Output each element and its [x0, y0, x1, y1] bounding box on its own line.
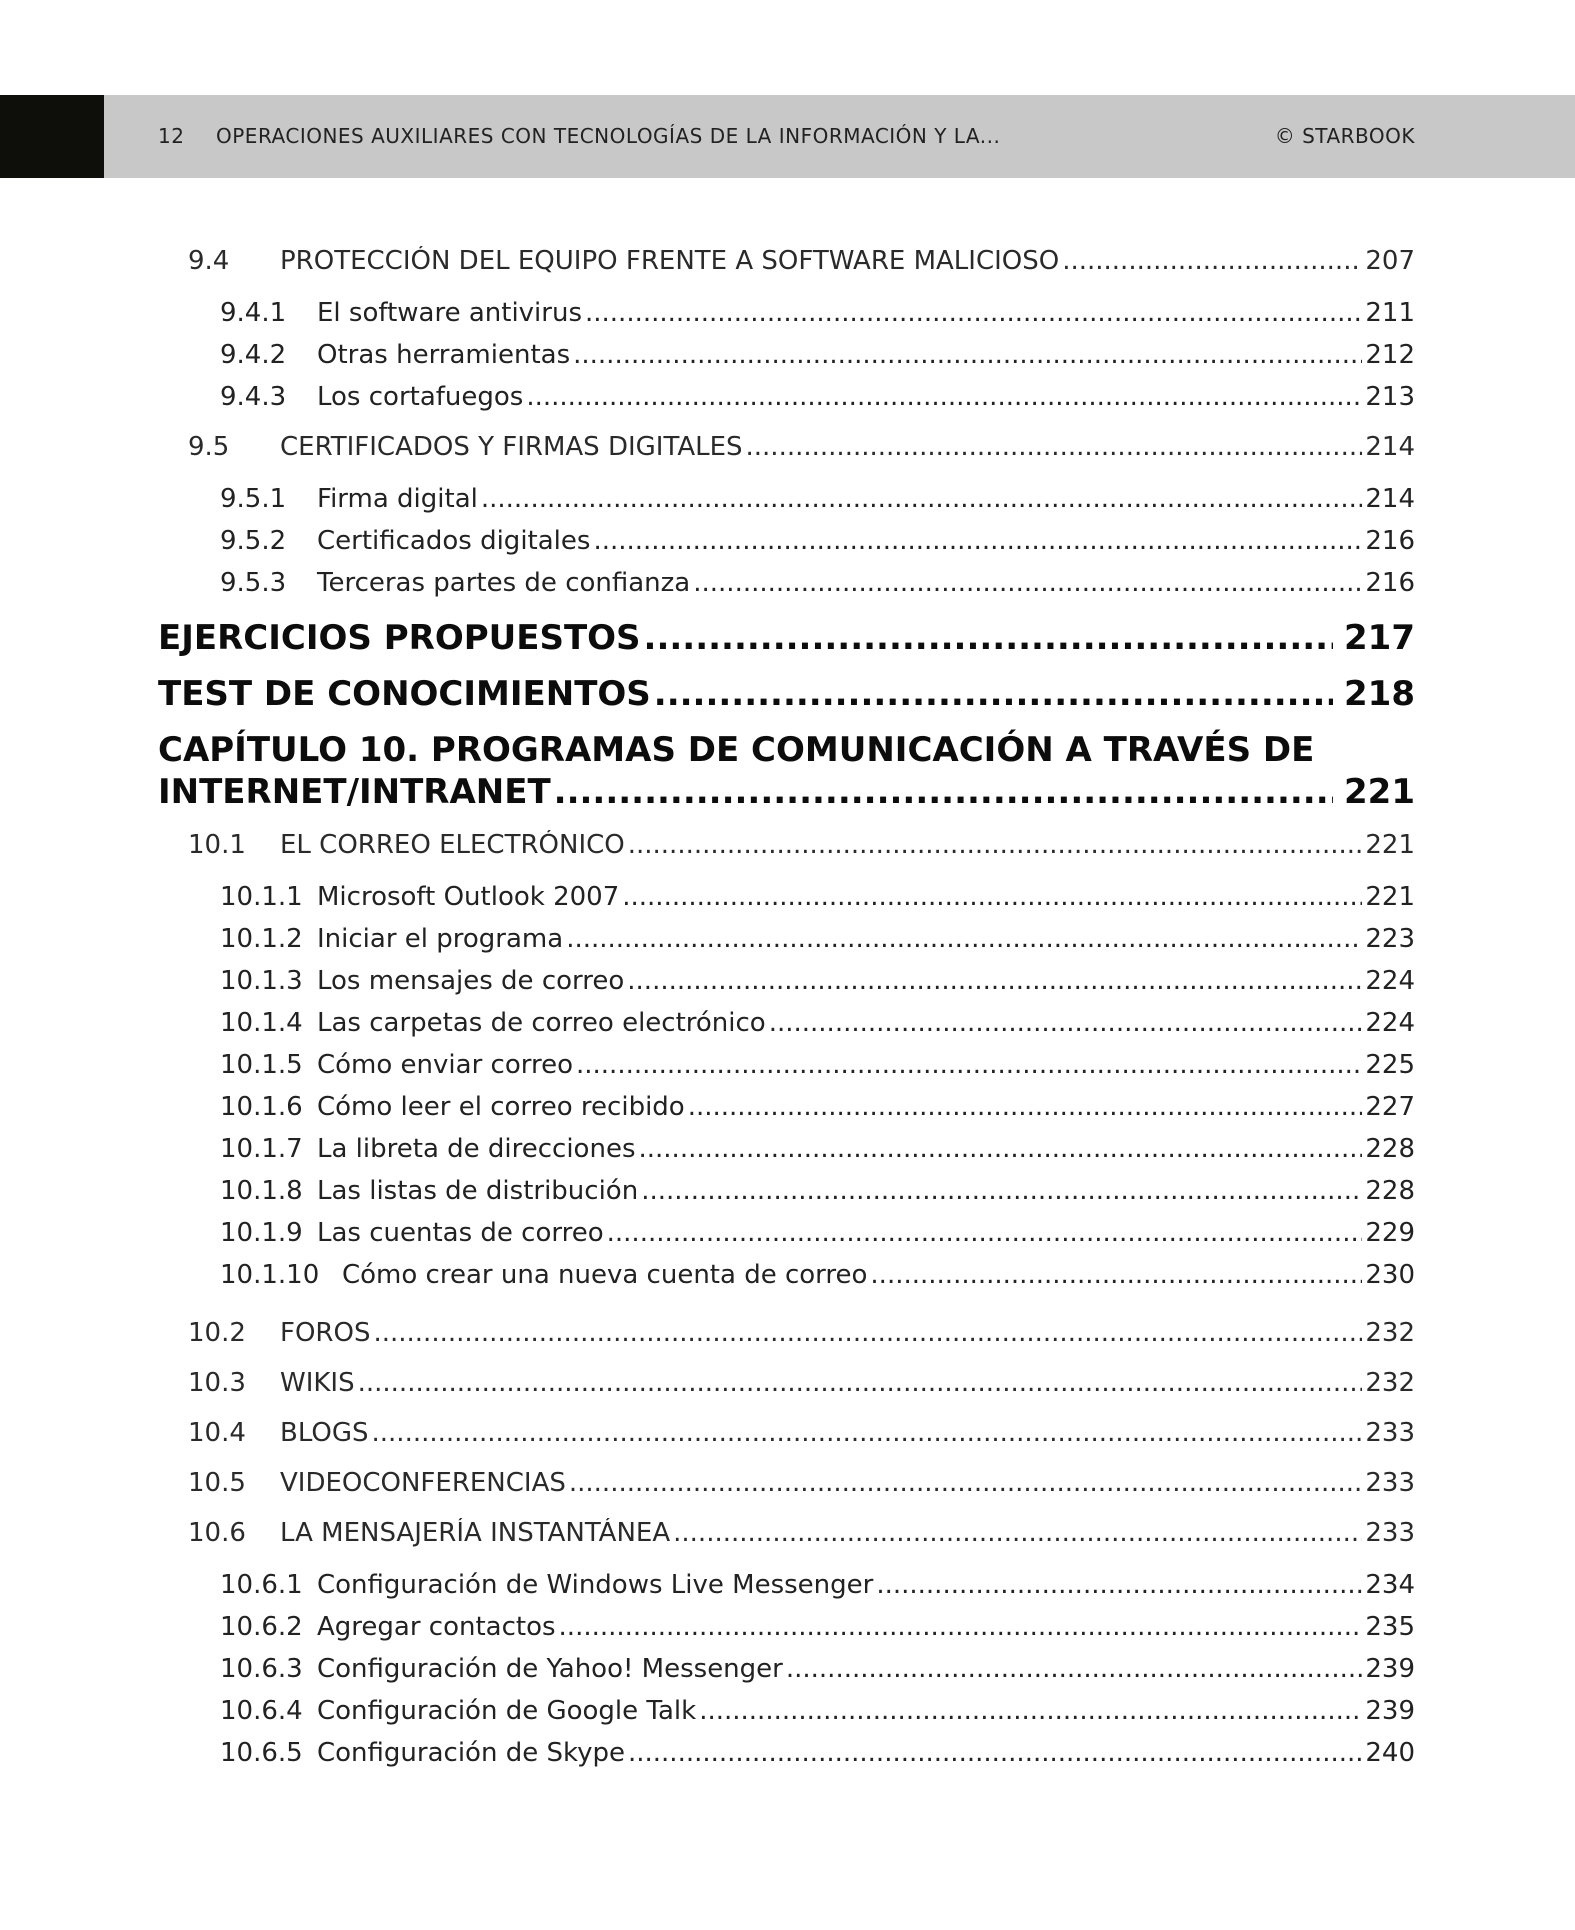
toc-entry-number: 10.1.4: [220, 1008, 303, 1038]
toc-entry-page: 230: [1365, 1260, 1415, 1290]
toc-subsection-entry[interactable]: [220, 1218, 1415, 1248]
toc-chapter-title-line1[interactable]: CAPÍTULO 10. PROGRAMAS DE COMUNICACIÓN A TRAVÉS DE: [158, 730, 1315, 770]
toc-entry-title: Configuración de Windows Live Messenger: [317, 1570, 874, 1600]
toc-entry-title: WIKIS: [280, 1368, 355, 1398]
toc-entry-page: 228: [1365, 1134, 1415, 1164]
toc-entry-number: 10.6.3: [220, 1654, 303, 1684]
toc-entry-page: 235: [1365, 1612, 1415, 1642]
toc-entry-page: 224: [1365, 966, 1415, 996]
toc-entry-title: PROTECCIÓN DEL EQUIPO FRENTE A SOFTWARE MALICIOSO: [280, 246, 1060, 276]
toc-entry-number: 10.1.5: [220, 1050, 303, 1080]
toc-dot-leader: [566, 924, 1362, 954]
toc-entry-number: 10.1.3: [220, 966, 303, 996]
toc-entry-number: 10.1: [188, 830, 246, 860]
toc-dot-leader: [554, 772, 1333, 812]
toc-chapter-entry[interactable]: [158, 772, 1415, 812]
toc-entry-title: La libreta de direcciones: [317, 1134, 636, 1164]
toc-entry-number: 9.5.1: [220, 484, 287, 514]
toc-entry-title: Configuración de Skype: [317, 1738, 625, 1768]
toc-entry-number: 9.4.3: [220, 382, 287, 412]
toc-entry-page: 227: [1365, 1092, 1415, 1122]
toc-entry-number: 10.1.9: [220, 1218, 303, 1248]
toc-subsection-entry[interactable]: [220, 1050, 1415, 1080]
toc-dot-leader: [870, 1260, 1362, 1290]
toc-dot-leader: [769, 1008, 1363, 1038]
toc-entry-title: Cómo leer el correo recibido: [317, 1092, 685, 1122]
toc-entry-page: 223: [1365, 924, 1415, 954]
toc-subsection-entry[interactable]: [220, 298, 1415, 328]
toc-entry-number: 9.5.3: [220, 568, 287, 598]
toc-dot-leader: [373, 1318, 1362, 1348]
header-book-title: OPERACIONES AUXILIARES CON TECNOLOGÍAS DE LA INFORMACIÓN Y LA...: [216, 124, 1001, 148]
toc-entry-title: Firma digital: [317, 484, 478, 514]
toc-entry-page: 216: [1365, 568, 1415, 598]
toc-dot-leader: [1062, 246, 1362, 276]
toc-entry-title: INTERNET/INTRANET: [158, 772, 551, 812]
toc-entry-title: EL CORREO ELECTRÓNICO: [280, 830, 625, 860]
toc-subsection-entry[interactable]: [220, 1570, 1415, 1600]
toc-dot-leader: [559, 1612, 1363, 1642]
toc-section-entry[interactable]: [188, 1368, 1415, 1398]
toc-section-entry[interactable]: [188, 830, 1415, 860]
toc-entry-number: 10.2: [188, 1318, 246, 1348]
toc-dot-leader: [699, 1696, 1362, 1726]
toc-dot-leader: [593, 526, 1362, 556]
toc-subsection-entry[interactable]: [220, 882, 1415, 912]
toc-entry-number: 10.1.2: [220, 924, 303, 954]
toc-section-entry[interactable]: [188, 1468, 1415, 1498]
toc-entry-title: LA MENSAJERÍA INSTANTÁNEA: [280, 1518, 671, 1548]
toc-subsection-entry[interactable]: [220, 966, 1415, 996]
toc-entry-page: 221: [1365, 882, 1415, 912]
toc-entry-page: 221: [1344, 772, 1415, 812]
toc-subsection-entry[interactable]: [220, 526, 1415, 556]
toc-entry-page: 225: [1365, 1050, 1415, 1080]
toc-entry-number: 10.4: [188, 1418, 246, 1448]
toc-entry-title: BLOGS: [280, 1418, 369, 1448]
toc-entry-number: 10.1.7: [220, 1134, 303, 1164]
toc-subsection-entry[interactable]: [220, 1260, 1415, 1290]
toc-subsection-entry[interactable]: [220, 1654, 1415, 1684]
toc-dot-leader: [641, 1176, 1362, 1206]
toc-dot-leader: [746, 432, 1363, 462]
toc-dot-leader: [607, 1218, 1363, 1248]
toc-entry-page: 229: [1365, 1218, 1415, 1248]
toc-entry-page: 233: [1365, 1418, 1415, 1448]
toc-entry-page: 239: [1365, 1654, 1415, 1684]
toc-dot-leader: [688, 1092, 1363, 1122]
toc-entry-title: Los cortafuegos: [317, 382, 524, 412]
toc-entry-page: 214: [1365, 432, 1415, 462]
toc-entry-title: TEST DE CONOCIMIENTOS: [158, 674, 651, 714]
toc-entry-title: Las cuentas de correo: [317, 1218, 604, 1248]
toc-entry-title: Las carpetas de correo electrónico: [317, 1008, 766, 1038]
toc-subsection-entry[interactable]: [220, 1612, 1415, 1642]
toc-entry-number: 10.1.1: [220, 882, 303, 912]
toc-dot-leader: [372, 1418, 1363, 1448]
toc-entry-page: 233: [1365, 1518, 1415, 1548]
toc-entry-title: Cómo crear una nueva cuenta de correo: [342, 1260, 868, 1290]
toc-section-entry[interactable]: [188, 1518, 1415, 1548]
toc-entry-title: Los mensajes de correo: [317, 966, 625, 996]
header-publisher: © STARBOOK: [1274, 124, 1415, 148]
toc-subsection-entry[interactable]: [220, 924, 1415, 954]
toc-subsection-entry[interactable]: [220, 1092, 1415, 1122]
toc-dot-leader: [569, 1468, 1362, 1498]
toc-entry-title: El software antivirus: [317, 298, 582, 328]
toc-subsection-entry[interactable]: [220, 1738, 1415, 1768]
toc-entry-number: 9.5: [188, 432, 230, 462]
toc-dot-leader: [693, 568, 1362, 598]
toc-entry-page: 212: [1365, 340, 1415, 370]
toc-dot-leader: [786, 1654, 1363, 1684]
toc-dot-leader: [358, 1368, 1363, 1398]
toc-subsection-entry[interactable]: [220, 382, 1415, 412]
toc-section-entry[interactable]: [188, 246, 1415, 276]
toc-entry-page: 240: [1365, 1738, 1415, 1768]
toc-dot-leader: [481, 484, 1363, 514]
toc-entry-page: 211: [1365, 298, 1415, 328]
toc-entry-number: 10.1.6: [220, 1092, 303, 1122]
toc-entry-number: 9.4.1: [220, 298, 287, 328]
toc-chapter-entry[interactable]: [158, 674, 1415, 714]
toc-entry-number: 10.6: [188, 1518, 246, 1548]
toc-subsection-entry[interactable]: [220, 1176, 1415, 1206]
toc-entry-page: 216: [1365, 526, 1415, 556]
toc-entry-title: VIDEOCONFERENCIAS: [280, 1468, 566, 1498]
toc-entry-title: EJERCICIOS PROPUESTOS: [158, 618, 641, 658]
toc-dot-leader: [627, 966, 1362, 996]
toc-subsection-entry[interactable]: [220, 1696, 1415, 1726]
toc-entry-page: 224: [1365, 1008, 1415, 1038]
toc-section-entry[interactable]: [188, 1318, 1415, 1348]
toc-dot-leader: [654, 674, 1333, 714]
toc-entry-page: 213: [1365, 382, 1415, 412]
toc-subsection-entry[interactable]: [220, 1134, 1415, 1164]
toc-dot-leader: [628, 830, 1363, 860]
toc-chapter-entry[interactable]: [158, 618, 1415, 658]
toc-entry-title: Otras herramientas: [317, 340, 571, 370]
toc-entry-title: CERTIFICADOS Y FIRMAS DIGITALES: [280, 432, 743, 462]
toc-entry-number: 10.6.4: [220, 1696, 303, 1726]
toc-entry-title: Las listas de distribución: [317, 1176, 639, 1206]
toc-entry-page: 232: [1365, 1318, 1415, 1348]
toc-entry-page: 214: [1365, 484, 1415, 514]
toc-dot-leader: [673, 1518, 1362, 1548]
toc-entry-number: 10.6.2: [220, 1612, 303, 1642]
toc-entry-title: Cómo enviar correo: [317, 1050, 573, 1080]
toc-entry-title: Configuración de Yahoo! Messenger: [317, 1654, 783, 1684]
toc-dot-leader: [639, 1134, 1363, 1164]
toc-section-entry[interactable]: [188, 432, 1415, 462]
toc-dot-leader: [526, 382, 1362, 412]
toc-entry-page: 221: [1365, 830, 1415, 860]
toc-dot-leader: [573, 340, 1362, 370]
toc-entry-title: FOROS: [280, 1318, 371, 1348]
toc-dot-leader: [644, 618, 1333, 658]
toc-entry-number: 10.1.10: [220, 1260, 320, 1290]
toc-entry-number: 10.1.8: [220, 1176, 303, 1206]
header-page-number: 12: [158, 124, 185, 148]
toc-entry-title: Terceras partes de confianza: [317, 568, 691, 598]
toc-entry-number: 9.5.2: [220, 526, 287, 556]
toc-entry-title: Configuración de Google Talk: [317, 1696, 697, 1726]
toc-dot-leader: [585, 298, 1362, 328]
toc-dot-leader: [576, 1050, 1362, 1080]
toc-subsection-entry[interactable]: [220, 340, 1415, 370]
toc-entry-number: 9.4.2: [220, 340, 287, 370]
toc-dot-leader: [622, 882, 1362, 912]
toc-entry-number: 10.6.5: [220, 1738, 303, 1768]
toc-subsection-entry[interactable]: [220, 1008, 1415, 1038]
toc-dot-leader: [628, 1738, 1362, 1768]
toc-subsection-entry[interactable]: [220, 568, 1415, 598]
toc-entry-page: 239: [1365, 1696, 1415, 1726]
toc-entry-number: 10.3: [188, 1368, 246, 1398]
toc-subsection-entry[interactable]: [220, 484, 1415, 514]
toc-entry-page: 218: [1344, 674, 1415, 714]
toc-entry-page: 234: [1365, 1570, 1415, 1600]
toc-entry-number: 10.5: [188, 1468, 246, 1498]
toc-entry-number: 9.4: [188, 246, 230, 276]
toc-entry-page: 228: [1365, 1176, 1415, 1206]
toc-entry-title: Agregar contactos: [317, 1612, 556, 1642]
toc-section-entry[interactable]: [188, 1418, 1415, 1448]
toc-entry-title: Iniciar el programa: [317, 924, 564, 954]
toc-dot-leader: [876, 1570, 1362, 1600]
toc-entry-page: 233: [1365, 1468, 1415, 1498]
toc-entry-title: Certificados digitales: [317, 526, 591, 556]
toc-entry-title: Microsoft Outlook 2007: [317, 882, 620, 912]
toc-entry-page: 232: [1365, 1368, 1415, 1398]
toc-entry-page: 207: [1365, 246, 1415, 276]
toc-entry-page: 217: [1344, 618, 1415, 658]
toc-entry-number: 10.6.1: [220, 1570, 303, 1600]
